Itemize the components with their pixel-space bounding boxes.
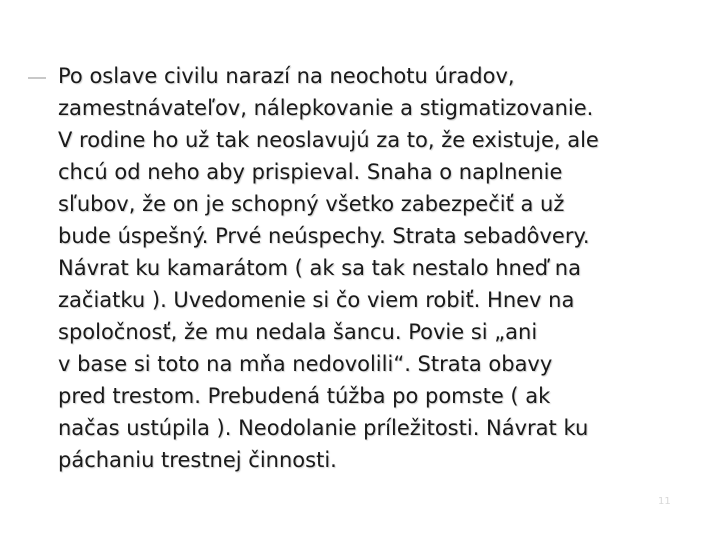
text-line: pred trestom. Prebudená túžba po pomste ( ak bbox=[58, 384, 551, 408]
text-line: začiatku ). Uvedomenie si čo viem robiť. Hnev na bbox=[58, 288, 575, 312]
text-line: V rodine ho už tak neoslavujú za to, že existuje, ale bbox=[58, 128, 599, 152]
dash-bullet-icon bbox=[28, 77, 46, 79]
page-number: 11 bbox=[658, 496, 671, 507]
text-line: v base si toto na mňa nedovolili“. Strata obavy bbox=[58, 352, 553, 376]
text-line: Návrat ku kamarátom ( ak sa tak nestalo hneď na bbox=[58, 256, 581, 280]
text-line: chcú od neho aby prispieval. Snaha o naplnenie bbox=[58, 160, 563, 184]
text-line: bude úspešný. Prvé neúspechy. Strata sebadôvery. bbox=[58, 224, 590, 248]
text-line: Po oslave civilu narazí na neochotu úradov, bbox=[58, 64, 515, 88]
text-line: spoločnosť, že mu nedala šancu. Povie si „ani bbox=[58, 320, 538, 344]
bullet-text bbox=[58, 60, 698, 476]
text-line: zamestnávateľov, nálepkovanie a stigmatizovanie. bbox=[58, 96, 594, 120]
text-line: páchaniu trestnej činnosti. bbox=[58, 448, 337, 472]
text-line: načas ustúpila ). Neodolanie príležitosti. Návrat ku bbox=[58, 416, 589, 440]
text-line: sľubov, že on je schopný všetko zabezpečiť a už bbox=[58, 192, 565, 216]
